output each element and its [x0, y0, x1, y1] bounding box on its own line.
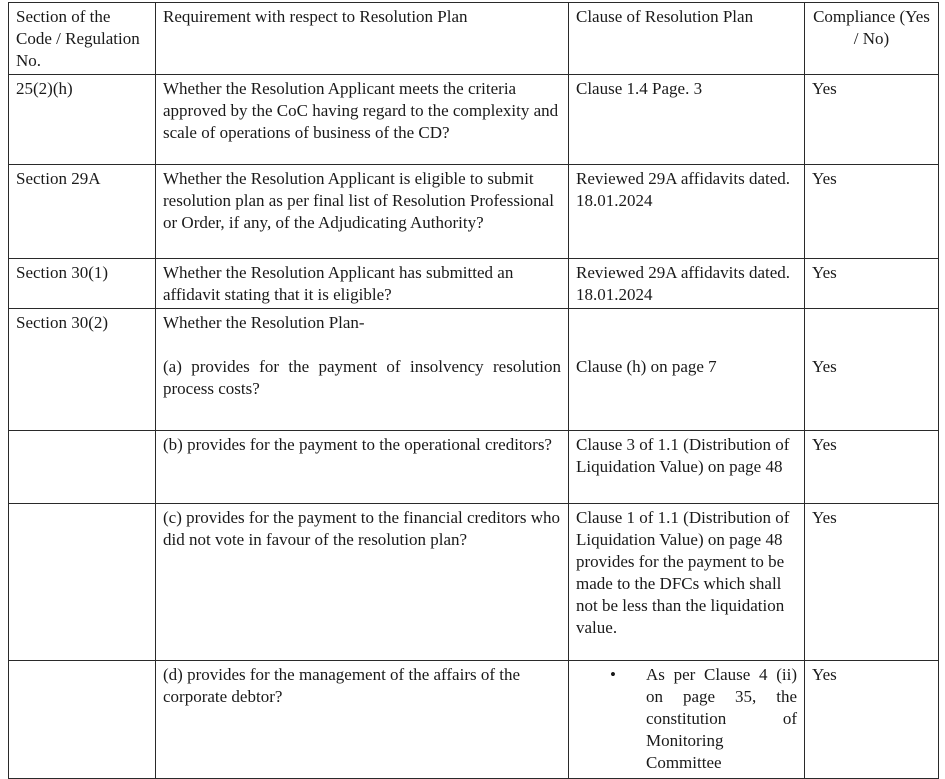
- header-requirement: Requirement with respect to Resolution Plan: [156, 3, 569, 75]
- compliance-cell: Yes: [805, 75, 939, 165]
- table-row: [9, 661, 939, 779]
- header-clause: Clause of Resolution Plan: [569, 3, 805, 75]
- section-cell: Section 30(1): [9, 259, 156, 309]
- clause-cell: Clause 3 of 1.1 (Distribution of Liquidation Value) on page 48: [569, 431, 805, 504]
- requirement-intro: Whether the Resolution Plan-: [163, 313, 365, 332]
- table-row: [9, 259, 939, 309]
- clause-text: Clause (h) on page 7: [576, 357, 717, 376]
- clause-cell: Clause 1.4 Page. 3: [569, 75, 805, 165]
- clause-cell: Reviewed 29A affidavits dated. 18.01.2024: [569, 165, 805, 259]
- compliance-cell: Yes: [805, 661, 939, 779]
- clause-bullet-item: • As per Clause 4 (ii) on page 35, the constitution of Monitoring Committee: [646, 664, 797, 774]
- compliance-table: [8, 2, 939, 779]
- compliance-cell: Yes: [805, 431, 939, 504]
- requirement-cell: (b) provides for the payment to the operational creditors?: [156, 431, 569, 504]
- compliance-text: Yes: [812, 357, 837, 376]
- section-cell: [9, 661, 156, 779]
- section-cell: Section 30(2): [9, 309, 156, 431]
- header-compliance: Compliance (Yes / No): [805, 3, 939, 75]
- clause-cell: Clause 1 of 1.1 (Distribution of Liquidation Value) on page 48 provides for the payment to be made to the DFCs which shall not be less than the liquidation value.: [569, 504, 805, 661]
- compliance-cell: Yes: [805, 165, 939, 259]
- clause-cell: [569, 661, 805, 779]
- clause-cell: [569, 309, 805, 431]
- table-row: [9, 75, 939, 165]
- requirement-cell: (d) provides for the management of the affairs of the corporate debtor?: [156, 661, 569, 779]
- clause-bullet-list: [576, 664, 797, 774]
- header-row: [9, 3, 939, 75]
- requirement-cell: Whether the Resolution Applicant meets the criteria approved by the CoC having regard to the complexity and scale of operations of business of the CD?: [156, 75, 569, 165]
- section-cell: Section 29A: [9, 165, 156, 259]
- section-cell: 25(2)(h): [9, 75, 156, 165]
- requirement-cell: Whether the Resolution Applicant has submitted an affidavit stating that it is eligible?: [156, 259, 569, 309]
- requirement-cell: Whether the Resolution Applicant is eligible to submit resolution plan as per final list of Resolution Professional or Order, if any, of the Adjudicating Authority?: [156, 165, 569, 259]
- requirement-cell: (c) provides for the payment to the financial creditors who did not vote in favour of the resolution plan?: [156, 504, 569, 661]
- clause-cell: Reviewed 29A affidavits dated. 18.01.2024: [569, 259, 805, 309]
- requirement-text: (a) provides for the payment of insolvency resolution process costs?: [163, 357, 561, 398]
- section-cell: [9, 431, 156, 504]
- compliance-cell: Yes: [805, 259, 939, 309]
- header-section: Section of the Code / Regulation No.: [9, 3, 156, 75]
- table-row: [9, 431, 939, 504]
- section-cell: [9, 504, 156, 661]
- compliance-cell: [805, 309, 939, 431]
- table-row: [9, 504, 939, 661]
- compliance-cell: Yes: [805, 504, 939, 661]
- table-row: [9, 309, 939, 431]
- requirement-cell: [156, 309, 569, 431]
- table-row: [9, 165, 939, 259]
